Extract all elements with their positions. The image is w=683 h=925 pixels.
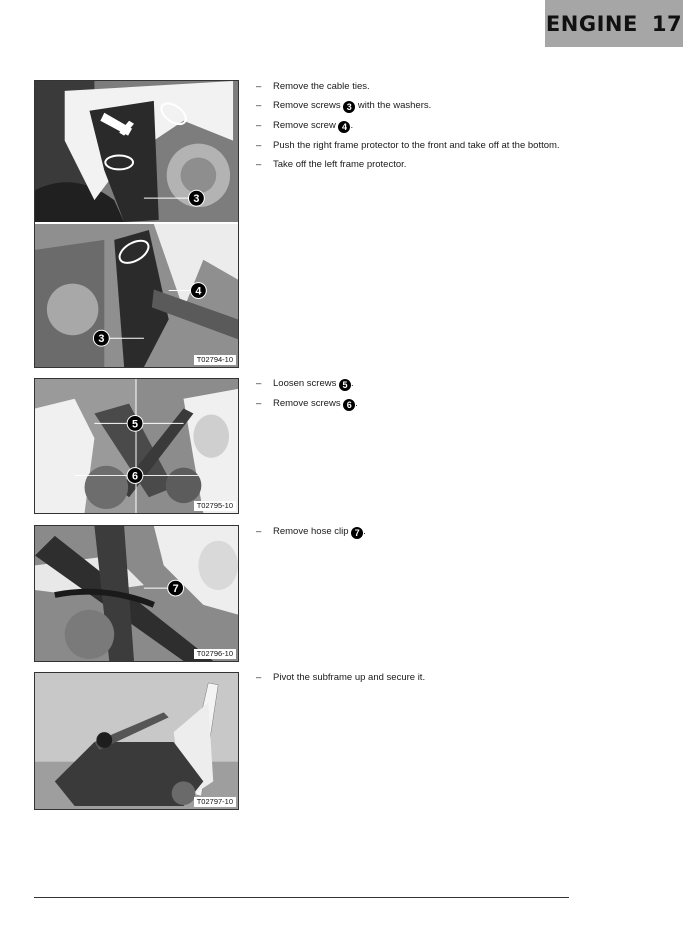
callout-5: 5: [131, 418, 139, 431]
step: – Remove screw 4 .: [256, 119, 566, 133]
callout-number: 3: [343, 101, 355, 113]
chapter-tab: [545, 0, 683, 47]
figure-frame-protector: [34, 80, 239, 368]
steps-frame-protector: [256, 80, 566, 177]
subframe-pivoted-photo: [35, 673, 238, 809]
callout-number: 5: [339, 379, 351, 391]
callout-number: 6: [343, 399, 355, 411]
step: – Pivot the subframe up and secure it.: [256, 671, 566, 684]
callout-number: 7: [351, 527, 363, 539]
callout-3-lower: 3: [98, 333, 105, 346]
steps-hose-clip: [256, 525, 566, 545]
figure-id: T02797-10: [194, 797, 236, 807]
step: – Loosen screws 5 .: [256, 377, 566, 391]
step: – Remove the cable ties.: [256, 80, 566, 93]
figure-id: T02795-10: [194, 501, 236, 511]
figure-subframe-pivoted: [34, 672, 239, 810]
step: – Remove screws 6 .: [256, 397, 566, 411]
footer-rule: [34, 897, 569, 898]
step: – Take off the left frame protector.: [256, 158, 566, 171]
callout-4: 4: [195, 285, 202, 298]
hose-clip-photo: [35, 526, 238, 661]
figure-id: T02794-10: [194, 355, 236, 365]
page-number: 17: [651, 11, 683, 36]
section-title: ENGINE: [545, 11, 638, 36]
step: – Push the right frame protector to the front and take off at the bottom.: [256, 139, 566, 152]
callout-7: 7: [172, 583, 179, 596]
steps-pivot-subframe: [256, 671, 566, 690]
frame-protector-photo: [35, 81, 238, 367]
step: – Remove screws 3 with the washers.: [256, 99, 566, 113]
figure-hose-clip: [34, 525, 239, 662]
step: – Remove hose clip 7 .: [256, 525, 566, 539]
figure-subframe-screws: [34, 378, 239, 514]
callout-3: 3: [193, 193, 200, 206]
subframe-screws-photo: [35, 379, 238, 513]
steps-subframe-screws: [256, 377, 566, 417]
figure-id: T02796-10: [194, 649, 236, 659]
callout-6: 6: [131, 470, 139, 483]
callout-number: 4: [338, 121, 350, 133]
